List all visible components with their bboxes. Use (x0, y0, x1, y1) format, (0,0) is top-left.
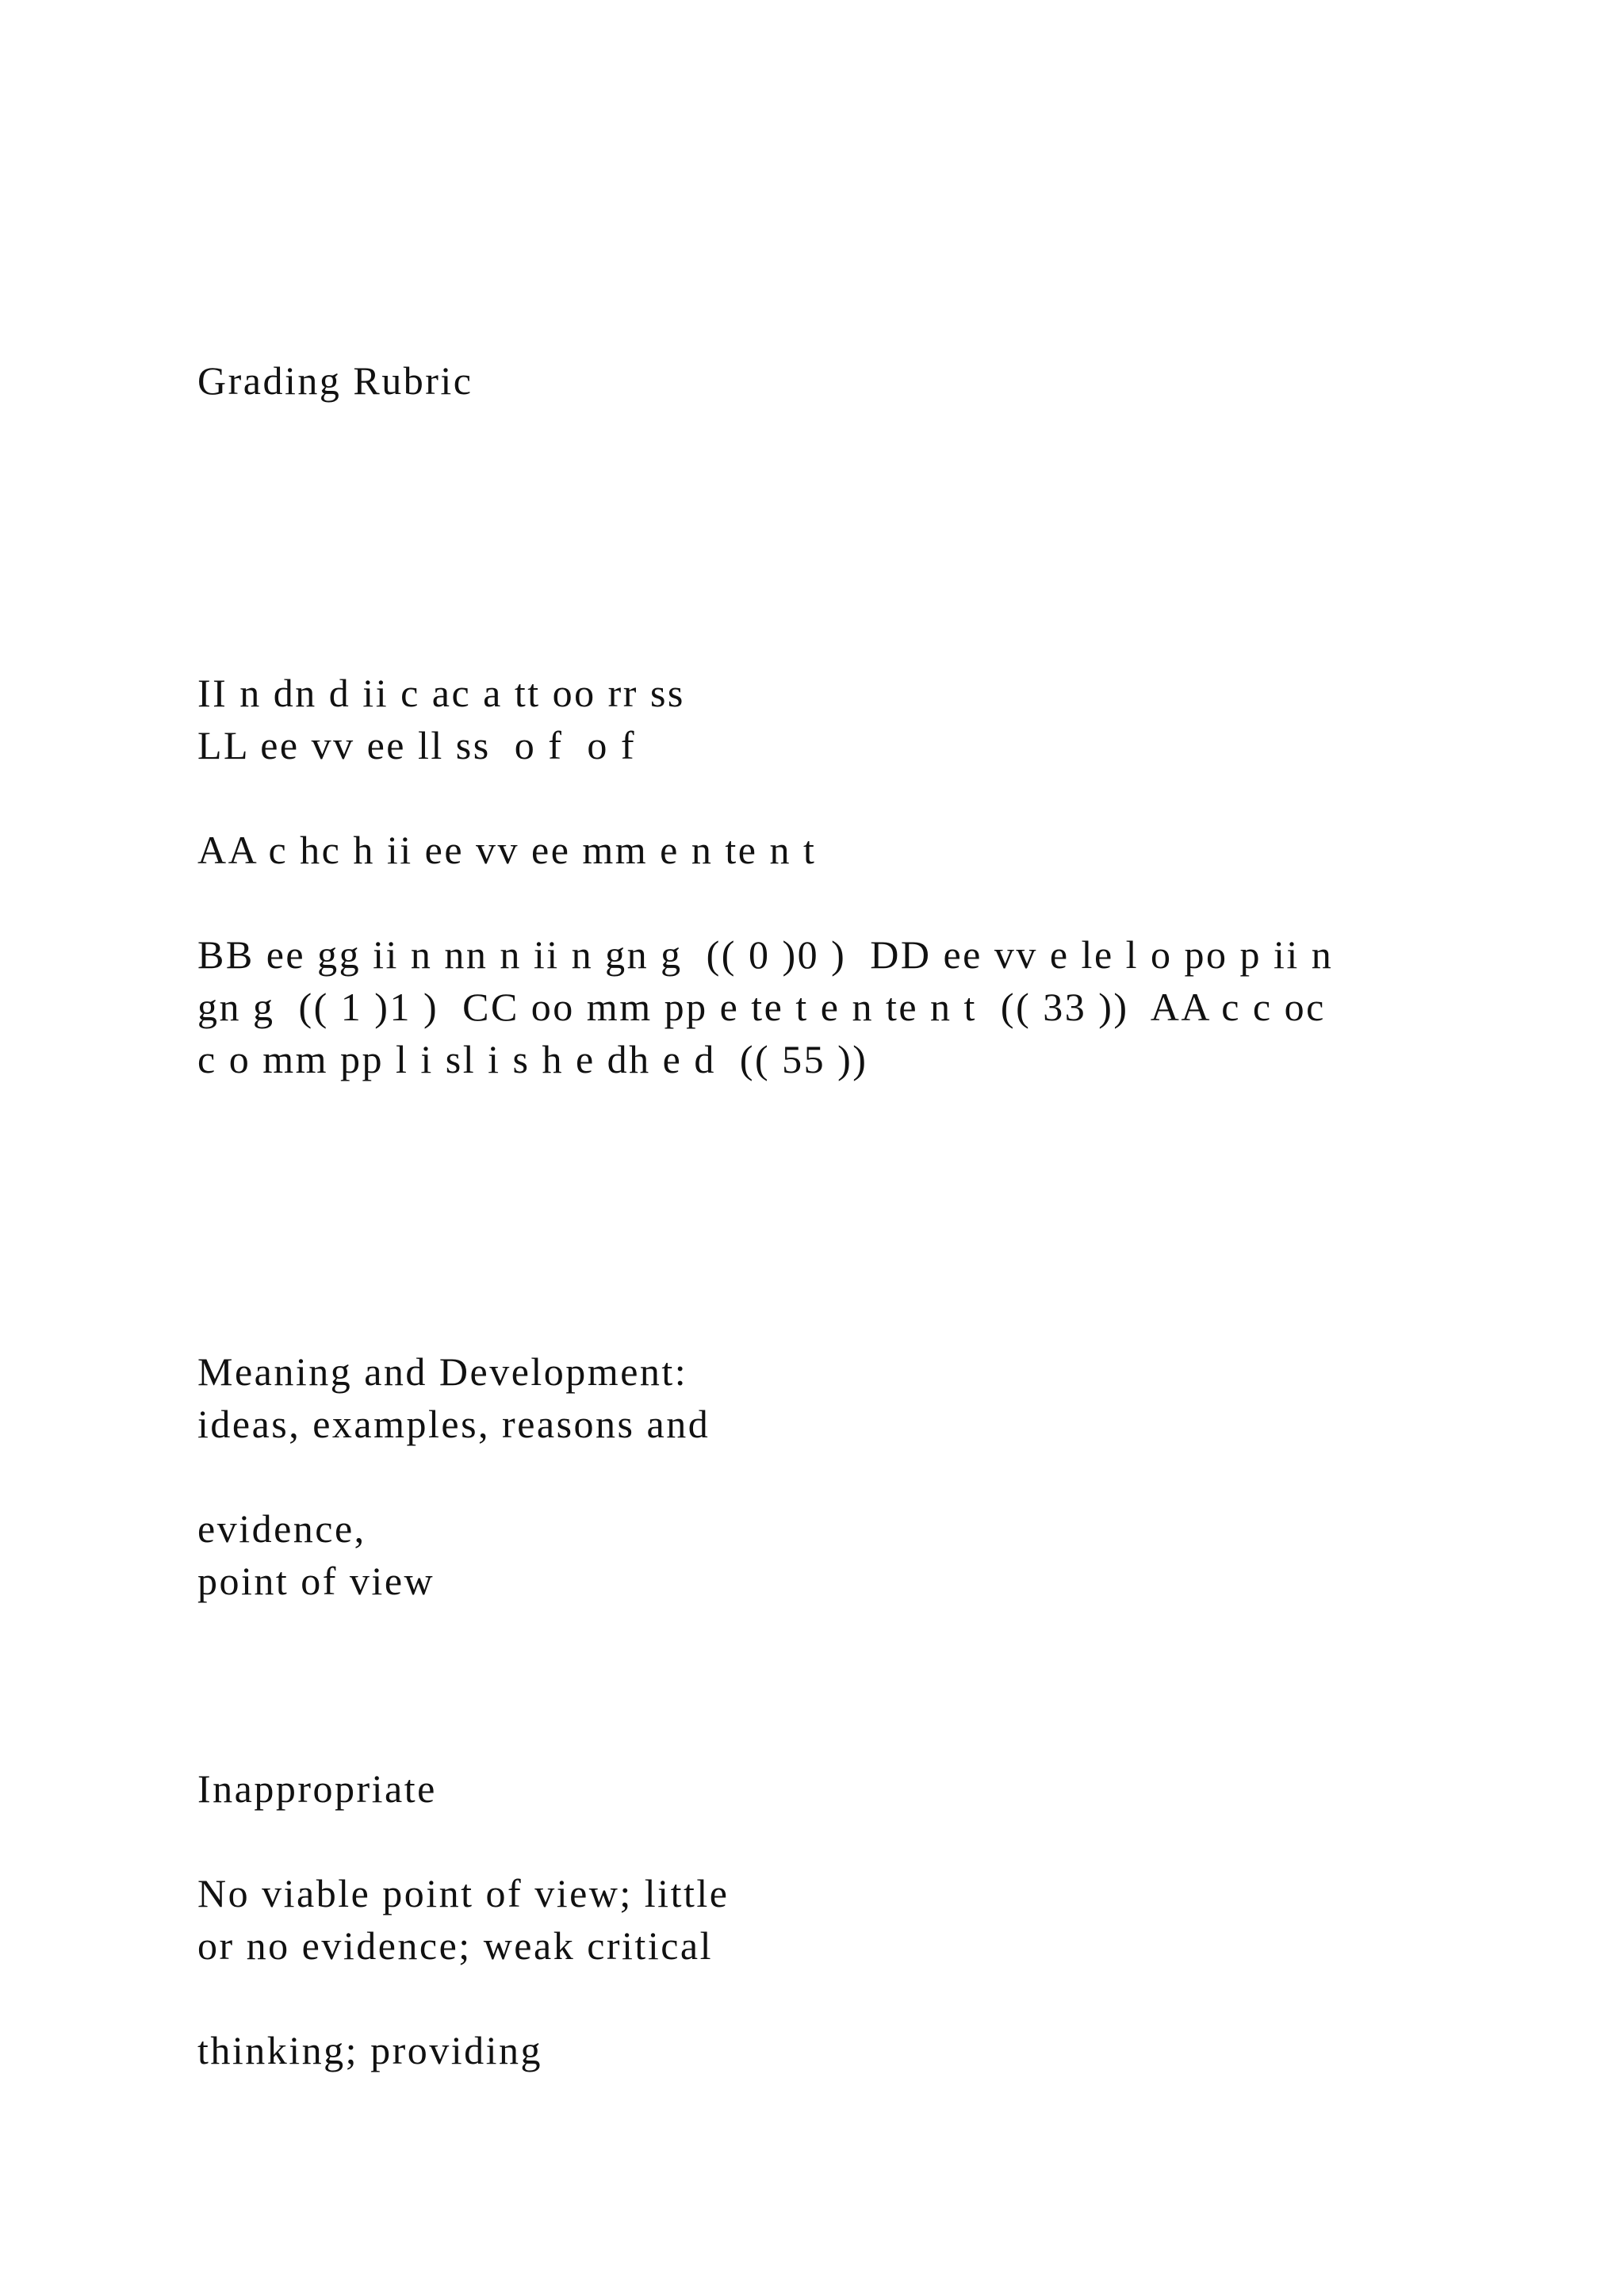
description-line-2: or no evidence; weak critical (197, 1923, 713, 1968)
achievement-heading: AA c hc h ii ee vv ee mm e n te n t (197, 828, 817, 872)
indicators-heading-line-1: II n dn d ii c ac a tt oo rr ss (197, 671, 685, 715)
scale-heading-line-2: gn g (( 1 )1 ) CC oo mm pp e te t e n te n t (( 33 )) AA c c oc (197, 985, 1326, 1029)
level-label: Inappropriate (197, 1766, 437, 1811)
document-title: Grading Rubric (197, 358, 473, 403)
criterion-line-2: ideas, examples, reasons and (197, 1402, 710, 1446)
description-line-3: thinking; providing (197, 2028, 542, 2072)
criterion-line-1: Meaning and Development: (197, 1349, 688, 1394)
criterion-line-4: point of view (197, 1559, 435, 1603)
indicators-heading-line-2: LL ee vv ee ll ss o f o f (197, 723, 636, 767)
criterion-line-3: evidence, (197, 1506, 366, 1551)
description-line-1: No viable point of view; little (197, 1871, 730, 1915)
scale-heading-line-3: c o mm pp l i sl i s h e dh e d (( 55 )) (197, 1037, 868, 1081)
scale-heading-line-1: BB ee gg ii n nn n ii n gn g (( 0 )0 ) DD ee vv e le l o po p ii n (197, 932, 1334, 977)
